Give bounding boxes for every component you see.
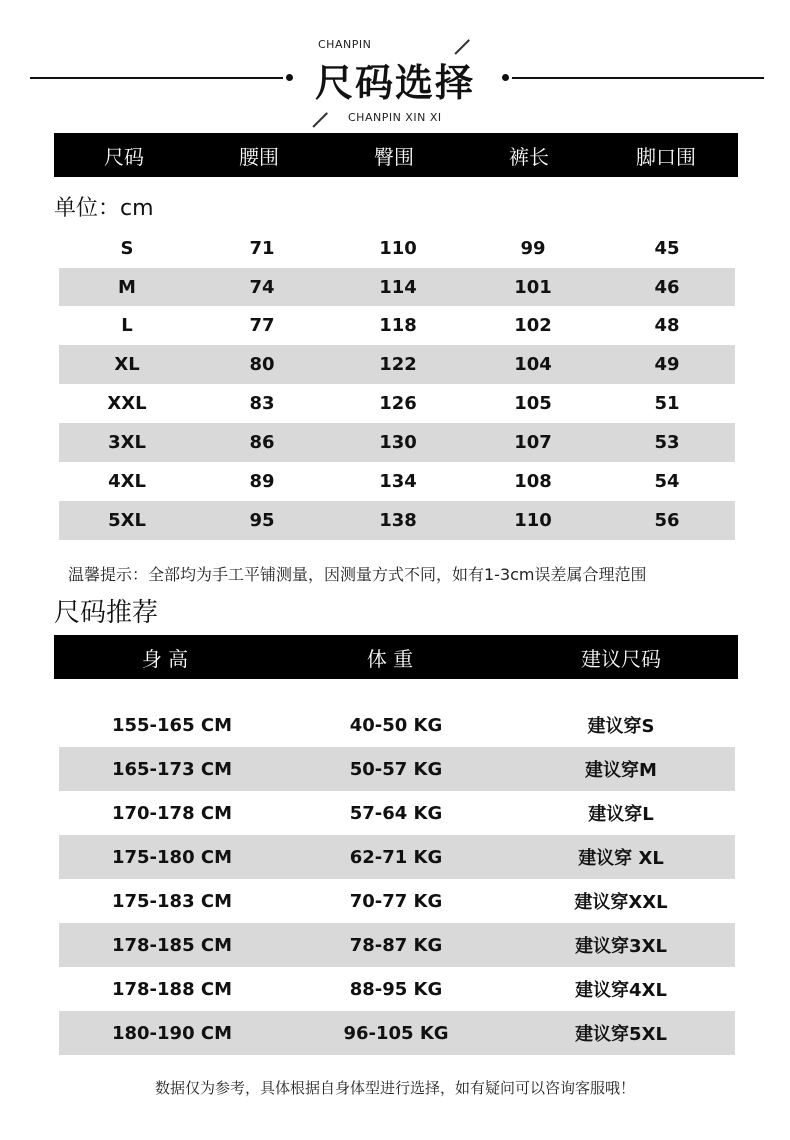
table-row xyxy=(59,462,735,501)
cell-length: 99 xyxy=(520,238,546,259)
cell-suggested-size: 建议穿M xyxy=(585,760,657,781)
column-header-hip: 臀围 xyxy=(374,144,414,169)
cell-hem: 56 xyxy=(654,510,680,531)
cell-weight: 62-71 KG xyxy=(349,846,443,868)
header-subtitle-bottom: CHANPIN XIN XI xyxy=(348,111,442,124)
table-row xyxy=(59,703,735,747)
cell-size: 4XL xyxy=(108,471,146,492)
table-row xyxy=(59,229,735,268)
cell-waist: 95 xyxy=(249,510,275,531)
column-header-weight: 体 重 xyxy=(366,646,414,671)
cell-length: 108 xyxy=(514,471,552,492)
cell-hip: 122 xyxy=(379,354,417,375)
table-row xyxy=(59,835,735,879)
cell-suggested-size: 建议穿 XL xyxy=(578,848,664,869)
header-subtitle-top: CHANPIN xyxy=(318,38,372,51)
cell-size: L xyxy=(121,315,133,336)
table-row xyxy=(59,268,735,306)
cell-weight: 78-87 KG xyxy=(349,934,443,956)
cell-hip: 114 xyxy=(379,276,417,298)
cell-hip: 110 xyxy=(379,238,417,259)
cell-height: 165-173 CM xyxy=(111,758,232,780)
cell-height: 170-178 CM xyxy=(111,802,232,824)
table-row xyxy=(59,306,735,345)
column-header-length: 裤长 xyxy=(509,144,549,169)
table-row xyxy=(59,879,735,923)
cell-weight: 50-57 KG xyxy=(349,758,443,780)
table-row xyxy=(59,1011,735,1055)
column-header-height: 身 高 xyxy=(141,646,189,671)
cell-length: 110 xyxy=(514,510,552,531)
cell-hem: 49 xyxy=(654,354,680,375)
cell-waist: 80 xyxy=(249,354,275,375)
cell-size: 5XL xyxy=(108,510,146,531)
cell-size: XL xyxy=(114,354,140,375)
cell-hem: 46 xyxy=(654,276,680,298)
cell-hem: 53 xyxy=(654,432,680,453)
cell-suggested-size: 建议穿S xyxy=(587,716,655,737)
table-row xyxy=(59,791,735,835)
cell-length: 105 xyxy=(514,393,552,414)
cell-height: 180-190 CM xyxy=(111,1022,232,1044)
cell-suggested-size: 建议穿3XL xyxy=(575,936,667,957)
cell-waist: 71 xyxy=(249,238,275,259)
table-row xyxy=(59,384,735,423)
cell-height: 178-188 CM xyxy=(111,978,232,1000)
column-header-waist: 腰围 xyxy=(239,144,279,169)
header-slash-bottom xyxy=(312,112,327,127)
cell-hip: 130 xyxy=(379,432,417,453)
column-header-suggested-size: 建议尺码 xyxy=(581,646,661,671)
cell-weight: 96-105 KG xyxy=(343,1022,449,1044)
cell-hem: 51 xyxy=(654,393,680,414)
cell-weight: 57-64 KG xyxy=(349,802,443,824)
cell-hem: 48 xyxy=(654,315,680,336)
cell-hem: 54 xyxy=(654,471,680,492)
cell-weight: 88-95 KG xyxy=(349,978,443,1000)
cell-waist: 89 xyxy=(249,471,275,492)
cell-height: 155-165 CM xyxy=(111,714,232,736)
column-header-hem: 脚口围 xyxy=(636,144,696,169)
cell-hip: 118 xyxy=(379,315,417,336)
cell-size: M xyxy=(118,276,136,298)
cell-hem: 45 xyxy=(654,238,680,259)
cell-size: 3XL xyxy=(108,432,146,453)
table-row xyxy=(59,923,735,967)
cell-length: 101 xyxy=(514,276,552,298)
cell-waist: 74 xyxy=(249,276,275,298)
cell-waist: 83 xyxy=(249,393,275,414)
unit-label: 单位：cm xyxy=(54,196,154,221)
cell-size: XXL xyxy=(107,393,147,414)
cell-waist: 77 xyxy=(249,315,275,336)
footer-note: 数据仅为参考，具体根据自身体型进行选择，如有疑问可以咨询客服哦！ xyxy=(154,1079,635,1097)
cell-weight: 70-77 KG xyxy=(349,890,443,912)
table-row xyxy=(59,747,735,791)
cell-suggested-size: 建议穿L xyxy=(588,804,654,825)
cell-hip: 126 xyxy=(379,393,417,414)
cell-height: 175-183 CM xyxy=(111,890,232,912)
cell-size: S xyxy=(120,238,134,259)
recommend-title: 尺码推荐 xyxy=(54,598,159,628)
size-table-body xyxy=(59,229,735,540)
cell-length: 102 xyxy=(514,315,552,336)
recommend-table-body xyxy=(59,703,735,1055)
cell-waist: 86 xyxy=(249,432,275,453)
table-row xyxy=(59,967,735,1011)
cell-suggested-size: 建议穿5XL xyxy=(575,1024,667,1045)
cell-suggested-size: 建议穿4XL xyxy=(575,980,667,1001)
cell-weight: 40-50 KG xyxy=(349,714,443,736)
cell-length: 104 xyxy=(514,354,552,375)
column-header-size: 尺码 xyxy=(104,144,144,169)
table-row xyxy=(59,501,735,540)
cell-height: 178-185 CM xyxy=(111,934,232,956)
measurement-tip: 温馨提示：全部均为手工平铺测量，因测量方式不同，如有1-3cm误差属合理范围 xyxy=(68,565,647,584)
recommend-table-header xyxy=(54,635,738,679)
cell-height: 175-180 CM xyxy=(111,846,232,868)
cell-hip: 134 xyxy=(379,471,417,492)
page-title: 尺码选择 xyxy=(314,61,475,105)
size-table-header xyxy=(54,133,738,177)
cell-suggested-size: 建议穿XXL xyxy=(574,892,668,913)
table-row xyxy=(59,423,735,462)
table-row xyxy=(59,345,735,384)
cell-length: 107 xyxy=(514,432,552,453)
cell-hip: 138 xyxy=(379,510,417,531)
